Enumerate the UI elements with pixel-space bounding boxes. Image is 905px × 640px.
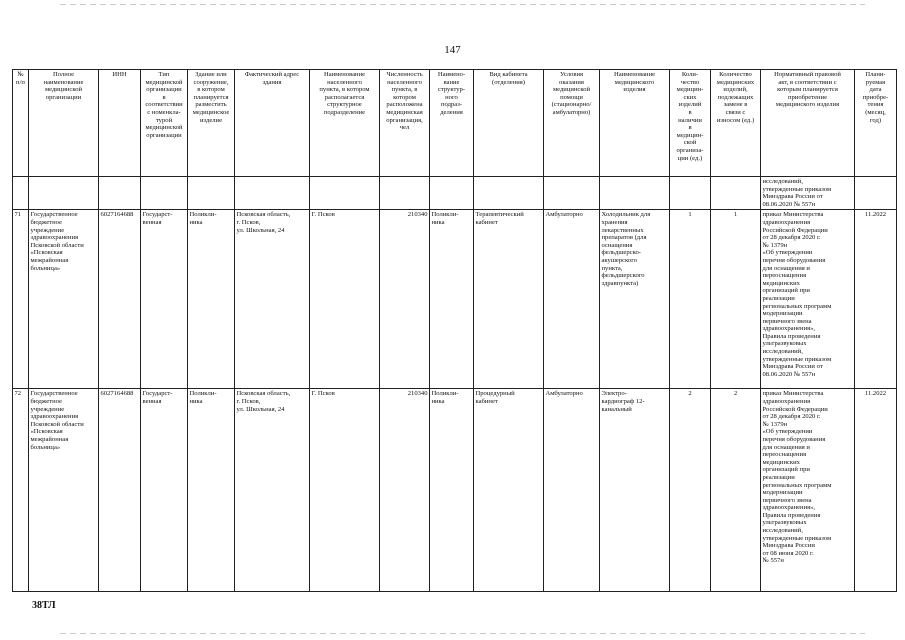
header-device: Наименование медицинского изделия bbox=[600, 70, 670, 177]
header-replace: Количество медицинских изделий, подлежащих замене в связи с износом (ед.) bbox=[711, 70, 761, 177]
table-header-row bbox=[13, 70, 897, 177]
table-row-continuation bbox=[13, 177, 897, 210]
cell-cabinet: Процедурный кабинет bbox=[474, 389, 544, 592]
header-date: Плани- руемая дата приобре- тения (месяц, год) bbox=[855, 70, 897, 177]
header-cabinet: Вид кабинета (отделения) bbox=[474, 70, 544, 177]
scan-artifact-bottom bbox=[60, 633, 865, 634]
cell-org: Государственное бюджетное учреждение здравоохранения Псковской области «Псковская межрайонная больница» bbox=[29, 389, 99, 592]
cell-inn: 6027164688 bbox=[99, 389, 141, 592]
cell-type: Государст- венная bbox=[141, 389, 188, 592]
header-conditions: Условия оказания медицинской помощи (стационарно/ амбулаторно) bbox=[544, 70, 600, 177]
cell-num: 72 bbox=[13, 389, 29, 592]
cell-building: Поликли- ника bbox=[188, 389, 235, 592]
scan-artifact-top bbox=[60, 4, 865, 5]
cell-available: 2 bbox=[670, 389, 711, 592]
footer-code: 38ТЛ bbox=[32, 600, 56, 611]
header-locality: Наименование населенного пункта, в котором располагается структурное подразделение bbox=[310, 70, 380, 177]
header-inn: ИНН bbox=[99, 70, 141, 177]
cell-device: Электро- кардиограф 12- канальный bbox=[600, 389, 670, 592]
header-unit: Наимено- вание структур- ного подраз- деления bbox=[430, 70, 474, 177]
cell-population: 210340 bbox=[380, 210, 430, 389]
header-address: Фактический адрес здания bbox=[235, 70, 310, 177]
cell-available: 1 bbox=[670, 210, 711, 389]
cell-locality: Г. Псков bbox=[310, 210, 380, 389]
header-population: Численность населенного пункта, в котором расположена медицинская организация, чел bbox=[380, 70, 430, 177]
cell-cabinet: Терапевтический кабинет bbox=[474, 210, 544, 389]
cell-address: Псковская область, г. Псков, ул. Школьная, 24 bbox=[235, 389, 310, 592]
cell-building: Поликли- ника bbox=[188, 210, 235, 389]
header-legal-act: Нормативный правовой акт, в соответствии с которым планируется приобретение медицинского изделия bbox=[761, 70, 855, 177]
cell-date: 11.2022 bbox=[855, 389, 897, 592]
table-row bbox=[13, 210, 897, 389]
cell-population: 210340 bbox=[380, 389, 430, 592]
cell-legal-act: приказ Министерства здравоохранения Российской Федерации от 28 декабря 2020 г. № 1379н «Об утверждении перечня оборудования для оснащения и переоснащения медицинских организаций при реализации региональных программ модернизации первичного звена здравоохранения», Правила проведения ультразвуковых исследований, утвержденные приказом Минздрава России от 08 июня 2020 г. № 557н bbox=[761, 389, 855, 592]
page-number: 147 bbox=[444, 44, 461, 56]
cell-conditions: Амбулаторно bbox=[544, 389, 600, 592]
header-org-name: Полное наименование медицинской организации bbox=[29, 70, 99, 177]
cell-legal-act: приказ Министерства здравоохранения Российской Федерации от 28 декабря 2020 г. № 1379н «Об утверждении перечня оборудования для оснащения и переоснащения медицинских организаций при реализации региональных программ модернизации первичного звена здравоохранения», Правила проведения ультразвуковых исследований, утвержденные приказом Минздрава России от 08.06.2020 № 557н bbox=[761, 210, 855, 389]
cell-date: 11.2022 bbox=[855, 210, 897, 389]
cell-unit: Поликли- ника bbox=[430, 210, 474, 389]
header-building: Здание или сооружение, в котором планируется разместить медицинское изделие bbox=[188, 70, 235, 177]
cell-replace: 1 bbox=[711, 210, 761, 389]
cell-num: 71 bbox=[13, 210, 29, 389]
cell-inn: 6027164688 bbox=[99, 210, 141, 389]
continuation-legal-act: исследований, утвержденные приказом Минздрава России от 08.06.2020 № 557н bbox=[761, 177, 855, 210]
table-row bbox=[13, 389, 897, 592]
cell-unit: Поликли- ника bbox=[430, 389, 474, 592]
cell-device: Холодильник для хранения лекарственных препаратов (для оснащения фельдшерско- акушерского пункта, фельдшерского здравпункта) bbox=[600, 210, 670, 389]
cell-conditions: Амбулаторно bbox=[544, 210, 600, 389]
cell-replace: 2 bbox=[711, 389, 761, 592]
cell-address: Псковская область, г. Псков, ул. Школьная, 24 bbox=[235, 210, 310, 389]
header-num: № п/п bbox=[13, 70, 29, 177]
equipment-table bbox=[12, 69, 897, 592]
header-org-type: Тип медицинской организации в соответствии с номенкла- турой медицинской организации bbox=[141, 70, 188, 177]
cell-locality: Г. Псков bbox=[310, 389, 380, 592]
cell-type: Государст- венная bbox=[141, 210, 188, 389]
header-available: Коли- чество медицин- ских изделий в наличии в медицин- ской организа- ции (ед.) bbox=[670, 70, 711, 177]
cell-org: Государственное бюджетное учреждение здравоохранения Псковской области «Псковская межрайонная больница» bbox=[29, 210, 99, 389]
